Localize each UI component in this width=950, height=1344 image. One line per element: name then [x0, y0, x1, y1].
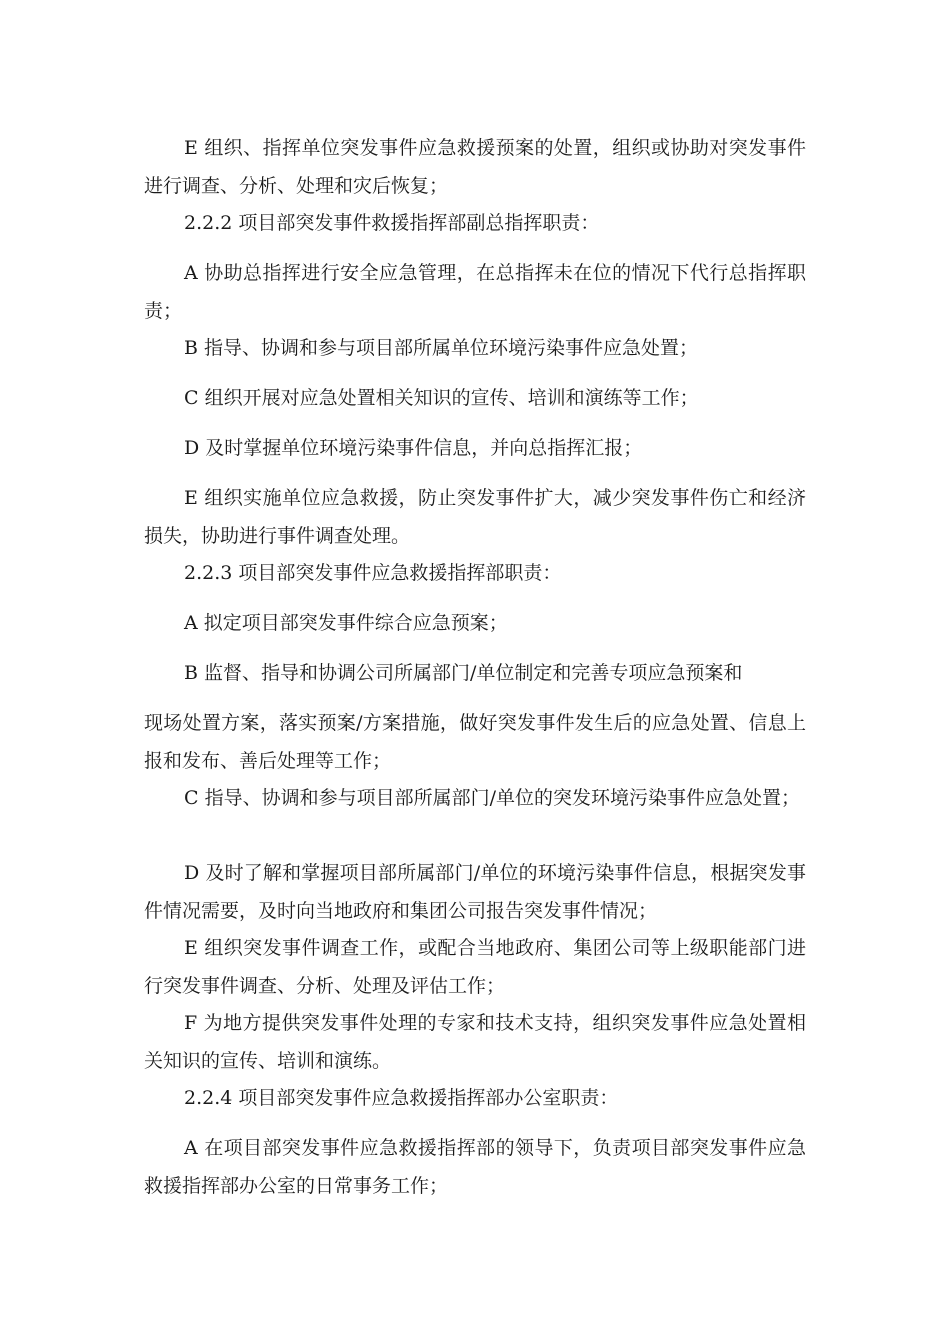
- paragraph-d-report: D 及时掌握单位环境污染事件信息，并向总指挥汇报；: [184, 437, 643, 459]
- paragraph-a-assist: A 协助总指挥进行安全应急管理，在总指挥未在位的情况下代行总指挥职责；: [144, 262, 806, 322]
- paragraph-b-guide: B 指导、协调和参与项目部所属单位环境污染事件应急处置；: [184, 337, 699, 359]
- heading-2-2-4: 2.2.4 项目部突发事件应急救援指挥部办公室职责：: [184, 1087, 619, 1109]
- heading-2-2-2: 2.2.2 项目部突发事件救援指挥部副总指挥职责：: [184, 212, 600, 234]
- paragraph-c-coordinate: C 指导、协调和参与项目部所属部门/单位的突发环境污染事件应急处置；: [184, 787, 800, 809]
- paragraph-e-organize-command: E 组织、指挥单位突发事件应急救援预案的处置，组织或协助对突发事件进行调查、分析、处理和灾后恢复；: [144, 137, 806, 197]
- paragraph-a-office-affairs: A 在项目部突发事件应急救援指挥部的领导下，负责项目部突发事件应急救援指挥部办公室的日常事务工作；: [144, 1137, 806, 1197]
- paragraph-b-supervise: B 监督、指导和协调公司所属部门/单位制定和完善专项应急预案和: [184, 662, 743, 684]
- heading-2-2-3: 2.2.3 项目部突发事件应急救援指挥部职责：: [184, 562, 562, 584]
- paragraph-a-draft-plan: A 拟定项目部突发事件综合应急预案；: [184, 612, 508, 634]
- paragraph-f-expert-support: F 为地方提供突发事件处理的专家和技术支持，组织突发事件应急处置相关知识的宣传、培训和演练。: [144, 1012, 806, 1072]
- paragraph-d-understand: D 及时了解和掌握项目部所属部门/单位的环境污染事件信息，根据突发事件情况需要，及时向当地政府和集团公司报告突发事件情况；: [144, 862, 806, 922]
- paragraph-e-investigate: E 组织突发事件调查工作，或配合当地政府、集团公司等上级职能部门进行突发事件调查、分析、处理及评估工作；: [144, 937, 806, 997]
- paragraph-b-continued: 现场处置方案，落实预案/方案措施，做好突发事件发生后的应急处置、信息上报和发布、善后处理等工作；: [144, 712, 806, 772]
- paragraph-e-rescue: E 组织实施单位应急救援，防止突发事件扩大，减少突发事件伤亡和经济损失，协助进行事件调查处理。: [144, 487, 806, 547]
- paragraph-c-training: C 组织开展对应急处置相关知识的宣传、培训和演练等工作；: [184, 387, 699, 409]
